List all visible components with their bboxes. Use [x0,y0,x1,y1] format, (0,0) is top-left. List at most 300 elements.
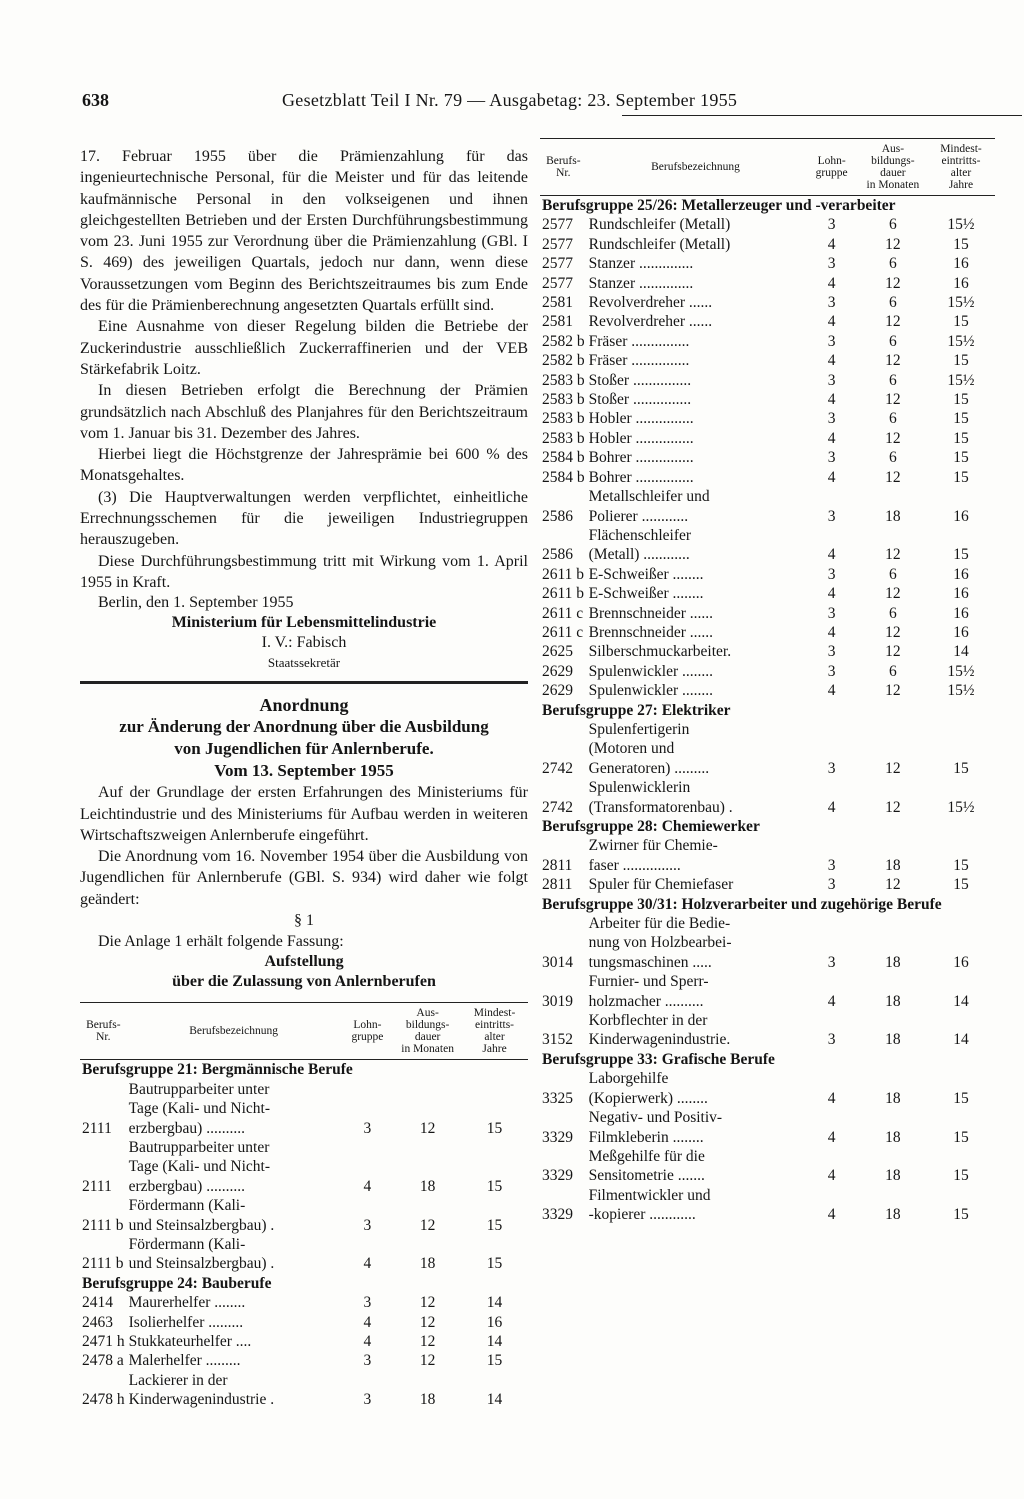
training-duration: 12 [419,1313,436,1331]
table-row [540,215,995,234]
table-row [540,720,995,778]
wage-group: 3 [363,1216,372,1234]
training-duration: 12 [419,1216,436,1234]
training-duration: 12 [885,546,901,564]
training-duration: 6 [889,662,897,680]
occupation-number: 2577 [542,216,573,234]
minimum-age: 15½ [947,662,975,680]
occupation-number: 2111 [82,1119,112,1137]
table-header [540,139,995,196]
occupation-number: 3329 [542,1167,573,1185]
annex-line: Die Anlage 1 erhält folgende Fassung: [98,933,344,951]
occupation-number: 2577 [542,274,573,292]
page-number: 638 [82,90,109,110]
table-row [80,1371,528,1410]
minimum-age: 15 [953,759,969,777]
training-duration: 12 [885,643,901,661]
wage-group: 4 [827,1206,836,1224]
table-row [540,371,995,390]
body-paragraph: Hierbei liegt die Höchstgrenze der Jahresprämie bei 600 % des Monatsgehaltes. [80,446,528,485]
wage-group: 3 [363,1294,372,1312]
training-duration: 12 [419,1333,436,1350]
table-row [540,274,995,293]
body-paragraph: Auf der Grundlage der ersten Erfahrungen des Ministeriums für Leichtindustrie und des Ministeriums für Aufbau werden in weiteren Wirtschaftszweigen Anlernberufe eingeführt. [80,784,528,844]
training-duration: 12 [885,682,901,700]
wage-group: 4 [827,468,836,486]
table-row [540,1186,995,1225]
table-row [540,332,995,351]
minimum-age: 15 [953,313,969,331]
occupation-number: 2742 [542,798,573,816]
occupation-number: 3329 [542,1206,573,1224]
occupation-number: 2583 b [542,410,585,428]
header-duration: Aus- bildungs- dauer in Monaten [401,1007,454,1056]
minimum-age: 15 [953,352,969,370]
header-rule [622,115,1022,116]
minimum-age: 15 [486,1119,503,1137]
minimum-age: 15 [953,1206,969,1224]
group-heading-row [540,817,995,836]
section-number: § 1 [294,912,314,930]
ordinance-subtitle: zur Änderung der Anordnung über die Ausbildung [119,717,489,737]
table-row [80,1332,528,1351]
wage-group: 3 [363,1119,372,1137]
wage-group: 4 [827,546,836,564]
occupation-group-heading: Berufsgruppe 21: Bergmännische Berufe [82,1061,353,1079]
occupation-name: Laborgehilfe (Kopierwerk) ........ [588,1070,708,1107]
wage-group: 4 [363,1333,372,1350]
occupation-name: Negativ- und Positiv- Filmkleberin ........ [588,1109,723,1146]
table-row [80,1351,528,1370]
minimum-age: 15 [486,1216,503,1234]
occupation-group-heading: Berufsgruppe 30/31: Holzverarbeiter und zugehörige Berufe [542,895,942,913]
table-row [540,448,995,467]
minimum-age: 15½ [947,332,975,350]
header-duration: Aus- bildungs- dauer in Monaten [866,143,920,191]
minimum-age: 15 [486,1177,503,1195]
minimum-age: 15 [953,429,969,447]
occupation-name: Metallschleifer und Polierer ............ [588,488,710,525]
body-paragraph: Eine Ausnahme von dieser Regelung bilden die Betriebe der Zuckerindustrie ausschließlich Zuckerraffinerien und der VEB Stärkefabrik Loitz. [80,318,528,378]
minimum-age: 15 [953,876,969,894]
wage-group: 3 [827,332,836,350]
minimum-age: 14 [953,992,969,1010]
occupation-table [80,1002,528,1409]
signer-name: I. V.: Fabisch [261,634,347,652]
wage-group: 3 [827,507,836,525]
table-row [540,623,995,642]
occupation-number: 2584 b [542,449,585,467]
training-duration: 6 [889,371,897,389]
occupation-name: Spulenwicklerin (Transformatorenbau) . [588,779,733,816]
minimum-age: 15½ [947,798,975,816]
training-duration: 18 [885,1089,901,1107]
occupation-number: 2586 [542,546,573,564]
occupation-name: Brennschneider ...... [588,604,714,622]
table-row [540,681,995,700]
minimum-age: 15 [953,1167,969,1185]
group-heading-row [540,701,995,720]
left-column [80,146,528,1410]
occupation-name: Fräser ............... [588,352,690,370]
occupation-name: Furnier- und Sperr- holzmacher .......... [588,973,709,1010]
minimum-age: 16 [953,953,969,971]
training-duration: 12 [885,352,901,370]
table-row [540,409,995,428]
training-duration: 12 [885,798,901,816]
table-header [80,1003,528,1060]
minimum-age: 15 [953,410,969,428]
occupation-name: Stoßer ............... [588,371,692,389]
minimum-age: 16 [953,507,969,525]
table-row [540,235,995,254]
occupation-name: Stukkateurhelfer .... [128,1333,252,1350]
training-duration: 12 [885,274,901,292]
occupation-number: 2583 b [542,391,585,409]
wage-group: 3 [827,449,836,467]
body-paragraph: In diesen Betrieben erfolgt die Berechnung der Prämien grundsätzlich nach Abschluß des Planjahres für den Berichtszeitraum vom 1. Januar bis 31. Dezember des Jahres. [80,382,528,442]
occupation-name: Spulenwickler ........ [588,682,714,700]
occupation-name: Bohrer ............... [588,468,694,486]
occupation-name: Fördermann (Kali- und Steinsalzbergbau) . [128,1235,275,1273]
header-age: Mindest- eintritts- alter Jahre [940,143,982,191]
header-nr: Berufs- Nr. [546,155,581,179]
occupation-name: Filmentwickler und -kopierer ............ [588,1186,711,1224]
minimum-age: 16 [486,1313,503,1331]
occupation-name: Fördermann (Kali- und Steinsalzbergbau) . [128,1197,275,1234]
occupation-number: 2586 [542,507,573,525]
occupation-name: Spulenfertigerin (Motoren und Generatoren) ......... [588,720,710,777]
wage-group: 4 [827,274,836,292]
table-row [540,604,995,623]
wage-group: 3 [827,371,836,389]
training-duration: 12 [885,313,901,331]
wage-group: 4 [827,391,836,409]
training-duration: 18 [885,953,901,971]
occupation-name: Revolverdreher ...... [588,313,713,331]
occupation-number: 2611 b [542,585,585,603]
right-column [540,138,995,1225]
wage-group: 4 [363,1255,372,1273]
training-duration: 12 [885,468,901,486]
minimum-age: 16 [953,274,969,292]
wage-group: 4 [827,235,836,253]
occupation-name: Meßgehilfe für die Sensitometrie ....... [588,1147,705,1185]
minimum-age: 16 [953,565,969,583]
group-heading-row [540,1050,995,1069]
training-duration: 12 [419,1119,436,1137]
minimum-age: 15 [953,449,969,467]
header-name: Berufsbezeichnung [651,161,740,173]
table-row [540,487,995,526]
wage-group: 4 [363,1313,372,1331]
training-duration: 18 [419,1177,436,1195]
training-duration: 12 [419,1294,436,1312]
training-duration: 12 [885,585,901,603]
list-title: Aufstellung [264,953,344,971]
ministry-name: Ministerium für Lebensmittelindustrie [171,614,437,632]
wage-group: 4 [363,1177,372,1195]
header-title: Gesetzblatt Teil I Nr. 79 — Ausgabetag: 23. September 1955 [282,90,738,110]
training-duration: 6 [889,449,897,467]
occupation-name: Hobler ............... [588,429,694,447]
wage-group: 4 [827,585,836,603]
occupation-number: 2111 [82,1177,112,1195]
occupation-number: 2811 [542,876,573,894]
header-age: Mindest- eintritts- alter Jahre [473,1007,516,1056]
table-row [540,642,995,661]
header-group: Lohn- gruppe [351,1019,384,1044]
wage-group: 4 [827,352,836,370]
occupation-name: Rundschleifer (Metall) [588,216,731,234]
occupation-name: Isolierhelfer ......... [128,1313,244,1331]
table-row [540,836,995,875]
occupation-name: Stanzer .............. [588,255,694,273]
occupation-name: Arbeiter für die Bedie- nung von Holzbearbei- tungsmaschinen ..... [588,915,732,971]
section-divider [80,681,528,684]
training-duration: 6 [889,332,897,350]
table-row [540,390,995,409]
training-duration: 18 [885,507,901,525]
table-row [540,351,995,370]
wage-group: 4 [827,429,836,447]
group-heading-row [540,196,995,216]
occupation-number: 2811 [542,856,573,874]
body-paragraph: Die Anordnung vom 16. November 1954 über die Ausbildung von Jugendlichen für Anlernberufe (GBl. S. 934) wird daher wie folgt geändert: [80,848,528,908]
training-duration: 18 [885,1167,901,1185]
group-heading-row [80,1060,528,1080]
place-date: Berlin, den 1. September 1955 [98,594,294,612]
minimum-age: 16 [953,585,969,603]
occupation-name: Zwirner für Chemie- faser ............... [588,837,718,874]
minimum-age: 15 [953,1128,969,1146]
occupation-name: Hobler ............... [588,410,694,428]
occupation-name: Bautrupparbeiter unter Tage (Kali- und Nicht- erzbergbau) .......... [128,1138,271,1195]
occupation-name: Fräser ............... [588,332,690,350]
occupation-group-heading: Berufsgruppe 24: Bauberufe [82,1274,272,1292]
table-row [540,254,995,273]
occupation-number: 2577 [542,235,573,253]
occupation-number: 3014 [542,953,573,971]
training-duration: 18 [885,1206,901,1224]
minimum-age: 15 [953,856,969,874]
occupation-number: 2471 h [82,1333,125,1350]
training-duration: 6 [889,604,897,622]
wage-group: 4 [827,623,836,641]
wage-group: 3 [827,1031,836,1049]
signer-role: Staatssekretär [267,655,341,671]
body-paragraph: Diese Durchführungsbestimmung tritt mit Wirkung vom 1. April 1955 in Kraft. [80,552,528,591]
wage-group: 3 [827,856,836,874]
header-group: Lohn- gruppe [815,155,848,179]
occupation-number: 2629 [542,662,573,680]
occupation-name: Spulenwickler ........ [588,662,714,680]
minimum-age: 15 [953,1089,969,1107]
training-duration: 6 [889,216,897,234]
occupation-number: 2582 b [542,332,585,350]
training-duration: 12 [885,623,901,641]
minimum-age: 16 [953,623,969,641]
header-nr: Berufs- Nr. [86,1019,121,1044]
occupation-name: Rundschleifer (Metall) [588,235,731,253]
group-heading-row [540,895,995,914]
occupation-name: Korbflechter in der Kinderwagenindustrie. [588,1012,731,1049]
occupation-number: 2463 [82,1313,113,1331]
table-row [540,429,995,448]
minimum-age: 15 [953,546,969,564]
occupation-name: Flächenschleifer (Metall) ............ [588,526,692,564]
occupation-number: 2577 [542,255,573,273]
table-row [540,972,995,1011]
occupation-number: 2582 b [542,352,585,370]
training-duration: 18 [885,1031,901,1049]
table-row [540,565,995,584]
occupation-number: 3019 [542,992,573,1010]
list-subtitle: über die Zulassung von Anlernberufen [172,973,436,991]
table-row [540,778,995,817]
training-duration: 12 [885,235,901,253]
occupation-name: Silberschmuckarbeiter. [588,643,732,661]
minimum-age: 14 [953,1031,969,1049]
occupation-name: Maurerhelfer ........ [128,1294,246,1312]
training-duration: 12 [885,429,901,447]
wage-group: 4 [827,682,836,700]
table-row [540,526,995,565]
occupation-name: Revolverdreher ...... [588,294,713,312]
training-duration: 18 [419,1255,436,1273]
occupation-name: Bohrer ............... [588,449,694,467]
occupation-number: 2414 [82,1294,113,1312]
wage-group: 3 [827,759,836,777]
occupation-number: 2611 c [542,604,584,622]
occupation-name: Stanzer .............. [588,274,694,292]
minimum-age: 14 [953,643,969,661]
training-duration: 18 [885,1128,901,1146]
table-row [80,1313,528,1332]
wage-group: 3 [363,1391,372,1409]
table-row [540,1069,995,1108]
occupation-number: 2625 [542,643,573,661]
page-header [82,90,996,118]
occupation-number: 3152 [542,1031,573,1049]
wage-group: 3 [827,294,836,312]
occupation-number: 2584 b [542,468,585,486]
minimum-age: 14 [486,1333,503,1350]
training-duration: 18 [885,856,901,874]
occupation-name: Malerhelfer ......... [128,1352,241,1370]
body-paragraph: 17. Februar 1955 über die Prämienzahlung für das ingenieurtechnische Personal, für die Meister und für das leitende kaufmännische Personal in den volkseigenen und ihnen gleichgestellten Betrieben und der Ersten Durchführungsbestimmung vom 23. Juni 1955 zur Verordnung über die Prämienzahlung (GBl. I S. 469) des jeweiligen Quartals, jedoch nur dann, wenn diese Voraussetzungen vom Beginn des Berichtszeitraumes bis zum Ende des für die Prämienberechnung angesetzten Quartals erfüllt sind. [80,148,528,315]
occupation-number: 2581 [542,313,573,331]
training-duration: 6 [889,565,897,583]
table-row [80,1196,528,1235]
wage-group: 3 [827,662,836,680]
occupation-name: Stoßer ............... [588,391,692,409]
occupation-name: Spuler für Chemiefaser [588,876,734,894]
training-duration: 18 [885,992,901,1010]
occupation-number: 3329 [542,1128,573,1146]
minimum-age: 16 [953,255,969,273]
minimum-age: 15½ [947,682,975,700]
occupation-group-heading: Berufsgruppe 27: Elektriker [542,701,731,719]
table-row [540,875,995,894]
wage-group: 4 [827,1089,836,1107]
table-row [540,1011,995,1050]
occupation-number: 2111 b [82,1216,124,1234]
minimum-age: 15½ [947,294,975,312]
minimum-age: 14 [486,1294,503,1312]
wage-group: 3 [827,953,836,971]
wage-group: 3 [827,565,836,583]
wage-group: 4 [827,1128,836,1146]
occupation-number: 2583 b [542,429,585,447]
occupation-name: Lackierer in der Kinderwagenindustrie . [128,1371,275,1409]
training-duration: 6 [889,255,897,273]
table-row [80,1293,528,1312]
table-row [540,468,995,487]
occupation-group-heading: Berufsgruppe 25/26: Metallerzeuger und -verarbeiter [542,197,896,214]
wage-group: 3 [363,1352,372,1370]
minimum-age: 14 [486,1391,503,1409]
occupation-name: Bautrupparbeiter unter Tage (Kali- und Nicht- erzbergbau) .......... [128,1080,271,1137]
wage-group: 4 [827,313,836,331]
minimum-age: 15 [953,235,969,253]
table-row [540,1108,995,1147]
ordinance-date: Vom 13. September 1955 [214,761,394,781]
minimum-age: 15 [953,391,969,409]
occupation-number: 3325 [542,1089,573,1107]
occupation-number: 2629 [542,682,573,700]
training-duration: 6 [889,294,897,312]
occupation-number: 2478 a [82,1352,124,1370]
table-row [80,1080,528,1138]
minimum-age: 15 [953,468,969,486]
table-row [80,1138,528,1196]
table-row [540,914,995,972]
wage-group: 3 [827,216,836,234]
occupation-number: 2111 b [82,1255,124,1273]
wage-group: 4 [827,992,836,1010]
table-row [540,293,995,312]
wage-group: 3 [827,410,836,428]
wage-group: 3 [827,876,836,894]
table-row [540,312,995,331]
occupation-group-heading: Berufsgruppe 33: Grafische Berufe [542,1050,775,1068]
occupation-number: 2478 h [82,1391,125,1409]
body-paragraph: (3) Die Hauptverwaltungen werden verpflichtet, einheitliche Errechnungsschemen für die jeweiligen Industriegruppen herauszugeben. [80,488,528,549]
wage-group: 4 [827,798,836,816]
wage-group: 3 [827,604,836,622]
occupation-number: 2742 [542,759,573,777]
occupation-number: 2611 c [542,623,584,641]
group-heading-row [80,1274,528,1293]
occupation-number: 2611 b [542,565,585,583]
training-duration: 12 [419,1352,436,1370]
minimum-age: 15 [486,1352,503,1370]
minimum-age: 15 [486,1255,503,1273]
table-row [540,1147,995,1186]
occupation-name: E-Schweißer ........ [588,585,704,603]
training-duration: 12 [885,759,901,777]
wage-group: 3 [827,255,836,273]
wage-group: 4 [827,1167,836,1185]
occupation-group-heading: Berufsgruppe 28: Chemiewerker [542,818,760,835]
table-row [540,584,995,603]
ordinance-title: Anordnung [259,695,349,716]
ordinance-subtitle: von Jugendlichen für Anlernberufe. [174,739,434,759]
occupation-name: E-Schweißer ........ [588,565,704,583]
minimum-age: 15½ [947,216,975,234]
occupation-name: Brennschneider ...... [588,623,714,641]
